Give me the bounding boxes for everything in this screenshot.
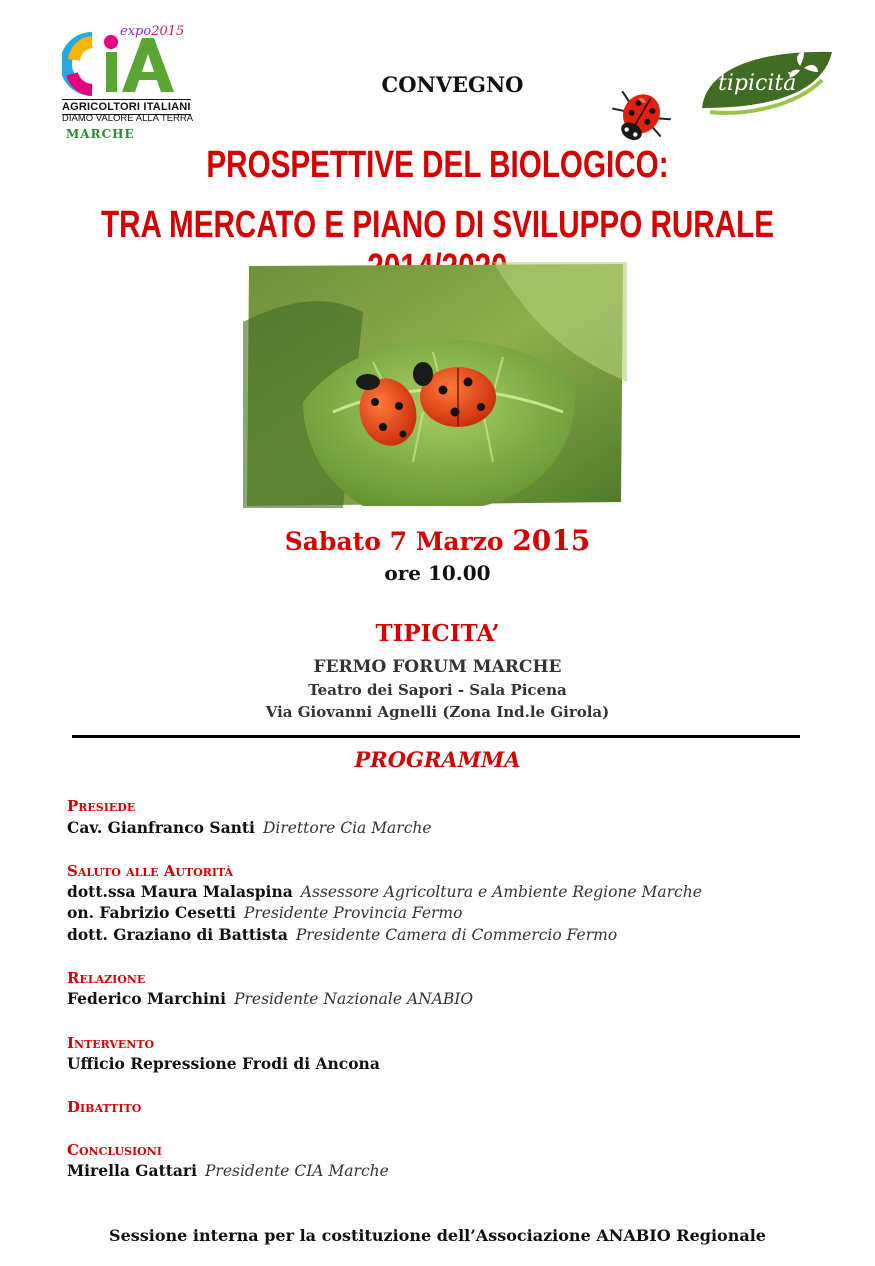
section-title-conclusioni: Conclusioni [67, 1141, 162, 1159]
speaker-role: Presidente CIA Marche [205, 1162, 389, 1180]
speaker-role: Assessore Agricoltura e Ambiente Regione Marche [300, 883, 702, 901]
program-entry [67, 989, 473, 1008]
cia-region-label: MARCHE [66, 127, 135, 141]
venue-line-2: Teatro dei Sapori - Sala Picena [308, 681, 567, 699]
divider [72, 735, 800, 738]
speaker-name: Cav. Gianfranco Santi [67, 818, 255, 837]
venue-line-1: FERMO FORUM MARCHE [313, 657, 562, 677]
speaker-role: Presidente Provincia Fermo [243, 904, 463, 922]
program-entry [67, 882, 702, 901]
speaker-name: Ufficio Repressione Frodi di Ancona [67, 1054, 380, 1073]
tipicita-logo [696, 46, 836, 118]
cia-tagline: DIAMO VALORE ALLA TERRA [62, 113, 194, 124]
program-entry [67, 818, 432, 837]
tipicita-logo-text: tipicità [718, 71, 797, 96]
title-line-1: PROSPETTIVE DEL BIOLOGICO: [206, 144, 669, 186]
speaker-role: Direttore Cia Marche [262, 819, 432, 837]
event-date: Sabato 7 Marzo 2015 [284, 524, 591, 557]
program-entry [67, 1161, 389, 1180]
speaker-name: dott. Graziano di Battista [67, 925, 288, 944]
speaker-name: on. Fabrizio Cesetti [67, 903, 236, 922]
speaker-name: dott.ssa Maura Malaspina [67, 882, 293, 901]
program-heading: PROGRAMMA [354, 747, 521, 772]
venue-name: TIPICITA’ [375, 620, 500, 647]
speaker-role: Presidente Camera di Commercio Fermo [295, 926, 618, 944]
program-entry [67, 1054, 380, 1073]
ladybug-icon [606, 80, 678, 146]
footer-note: Sessione interna per la costituzione dell’Associazione ANABIO Regionale [109, 1226, 766, 1245]
venue-address: Via Giovanni Agnelli (Zona Ind.le Girola) [265, 703, 610, 721]
program-entry [67, 925, 617, 944]
title-line-2: TRA MERCATO E PIANO DI SVILUPPO RURALE [101, 204, 774, 246]
speaker-name: Federico Marchini [67, 989, 227, 1008]
expo-2015-label: expo2015 [120, 24, 185, 39]
ladybugs-photo [243, 262, 627, 508]
section-title-presiede: Presiede [67, 797, 136, 815]
event-type: CONVEGNO [381, 72, 524, 97]
section-title-dibattito: Dibattito [67, 1098, 142, 1116]
speaker-role: Presidente Nazionale ANABIO [234, 990, 474, 1008]
section-title-intervento: Intervento [67, 1034, 155, 1052]
event-time: ore 10.00 [384, 561, 491, 585]
section-title-relazione: Relazione [67, 969, 146, 987]
speaker-name: Mirella Gattari [67, 1161, 197, 1180]
program-entry [67, 903, 462, 922]
section-title-saluto: Saluto alle Autorità [67, 862, 234, 880]
cia-agricoltori-label: AGRICOLTORI ITALIANI [62, 101, 191, 113]
